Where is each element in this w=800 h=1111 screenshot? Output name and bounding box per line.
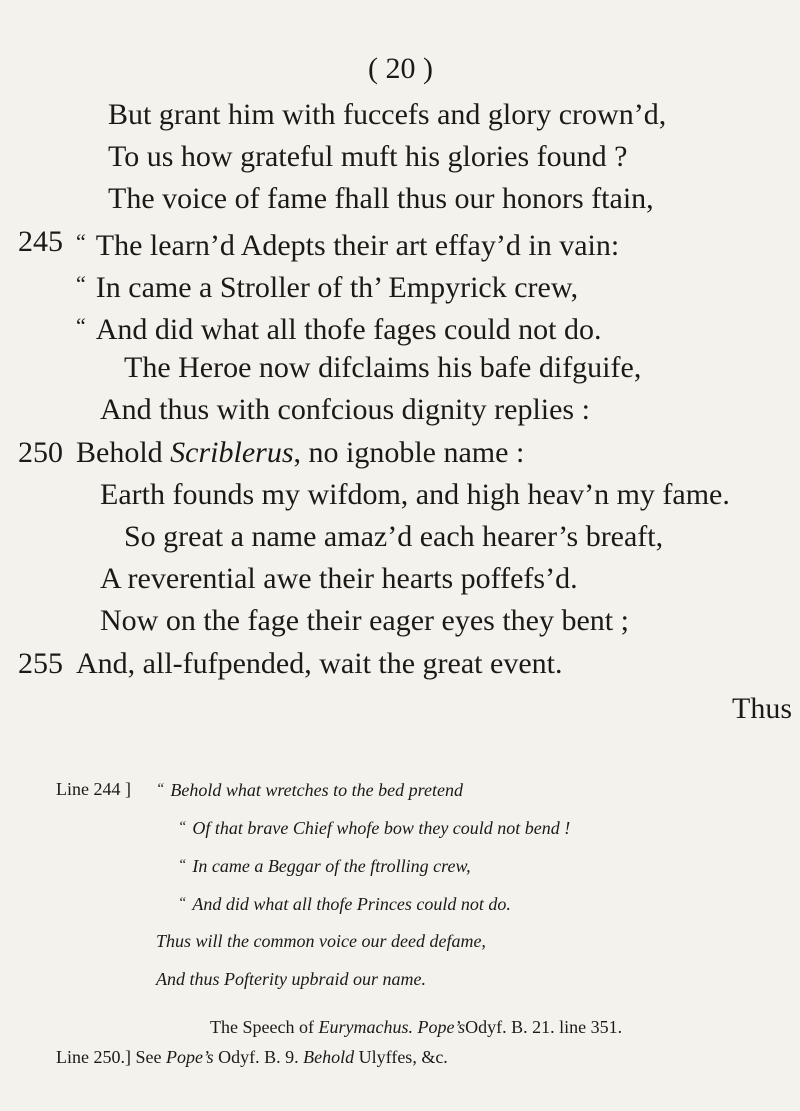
verse-text-post: , no ignoble name : [293,435,525,469]
footnote-quote-line [156,968,426,990]
verse-text: The learn’d Adepts their art effay’d in vain: [95,228,620,262]
verse-line [108,98,666,132]
verse-text: To us how grateful muft his glories found ? [108,140,628,174]
verse-text: The voice of fame fhall thus our honors ftain, [108,182,654,216]
verse-text: And, all-fufpended, wait the great event. [76,646,563,680]
footnote-quote-text: And did what all thofe Princes could not do. [192,894,511,914]
footnote-quote-text: Of that brave Chief whofe bow they could not bend ! [192,818,571,838]
verse-text: Earth founds my wifdom, and high heav’n my fame. [100,477,730,511]
footnote-quote-line [178,854,471,877]
verse-text: A reverential awe their hearts poffefs’d. [100,562,578,596]
footnote-quote-line [178,892,511,915]
verse-text: And did what all thofe fages could not do. [95,313,602,346]
verse-text-pre: Behold [76,435,171,469]
verse-line [100,562,578,596]
verse-line [76,436,524,470]
verse-line [100,478,730,512]
verse-line [100,393,590,427]
quote-mark: “ [156,781,165,797]
quote-mark: “ [178,857,187,873]
verse-text: And thus with confcious dignity replies : [100,393,590,427]
footnote-quote-line [156,930,486,952]
verse-line [76,309,602,347]
footnote-quote-text: In came a Beggar of the ftrolling crew, [192,856,471,876]
quote-mark: “ [76,228,86,254]
footnote-label: Line 244 ] [56,779,131,799]
verse-line [108,140,627,174]
quote-mark: “ [178,895,187,911]
footnote-quote-text: And thus Pofterity upbraid our name. [156,969,426,989]
verse-text: Now on the fage their eager eyes they bent ; [100,604,629,638]
page-number: ( 20 ) [368,52,433,85]
quote-mark: “ [76,313,86,338]
footnote-line-250: Line 250.] See Pope’s Odyf. B. 9. Behold Ulyffes, &c. [56,1047,448,1067]
footnote-quote-text: Behold what wretches to the bed pretend [170,780,463,800]
verse-text: But grant him with fuccefs and glory crown’d, [108,98,667,131]
verse-line [108,182,654,216]
verse-text: So great a name amaz’d each hearer’s breaft, [124,520,664,553]
footnote-reference: The Speech of Eurymachus. Pope’sOdyf. B. 21. line 351. [210,1017,623,1037]
footnote-quote-text: Thus will the common voice our deed defame, [156,931,486,951]
verse-line [76,647,562,681]
verse-line [76,225,619,263]
verse-text-it: Scriblerus [170,435,294,469]
verse-line [124,520,663,554]
quote-mark: “ [76,270,86,296]
verse-text: The Heroe now difclaims his bafe difguife, [124,351,642,385]
footnote-quote-line [178,816,570,839]
line-number: 245 [18,224,63,258]
verse-line [124,351,641,385]
verse-line [100,604,629,638]
verse-line [76,267,578,305]
line-number: 255 [18,646,63,680]
footnote-quote-line [156,778,463,801]
catchword: Thus [732,692,792,725]
line-number: 250 [18,435,63,469]
verse-text: In came a Stroller of th’ Empyrick crew, [95,270,579,304]
quote-mark: “ [178,819,187,835]
